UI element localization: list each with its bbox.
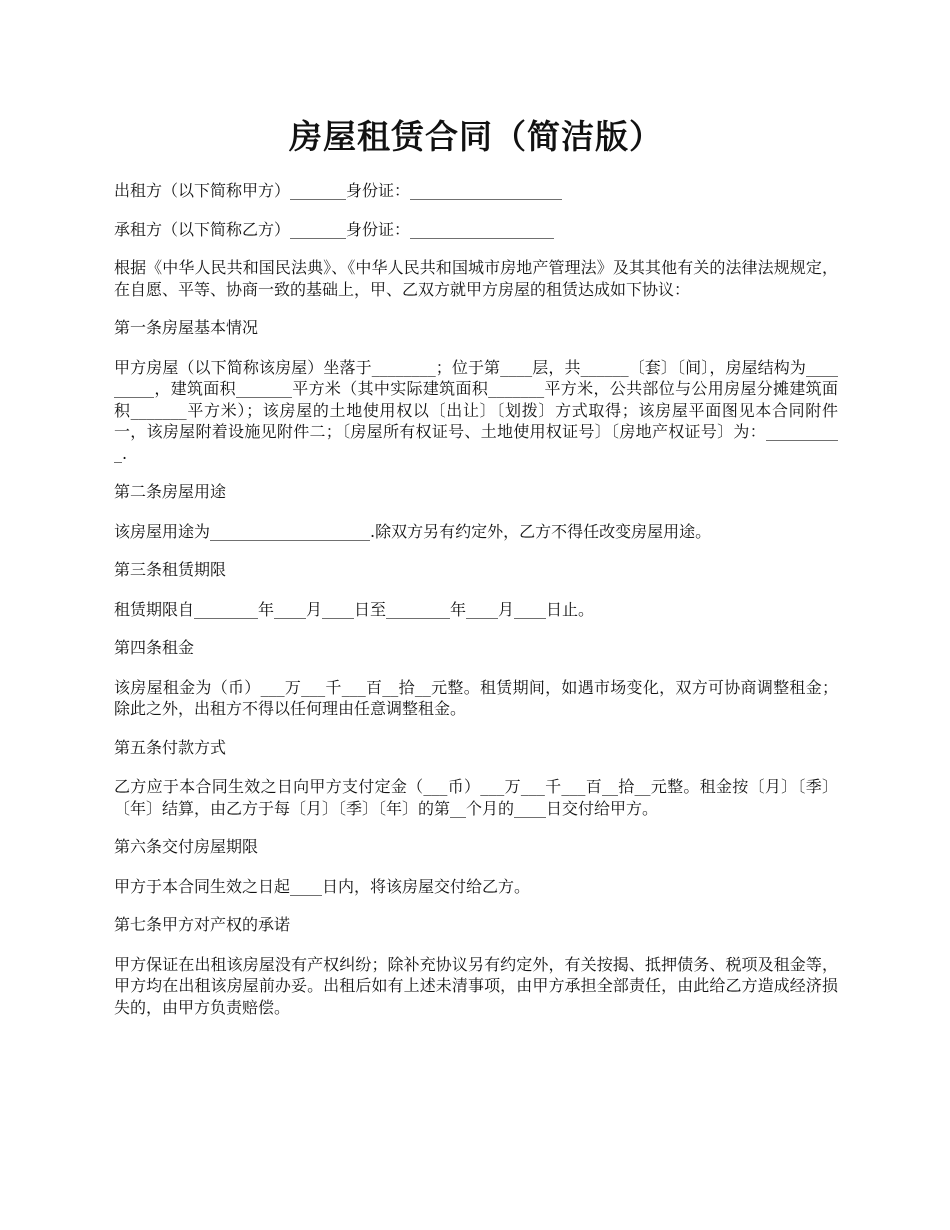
article-text: 甲方保证在出租该房屋没有产权纠纷；除补充协议另有约定外，有关按揭、抵押债务、税项及租金等，甲方均在出租该房屋前办妥。出租后如有上述未清事项，由甲方承担全部责任，由此给乙方造成经济损失的，由甲方负责赔偿。 [114,954,838,1017]
article-heading: 第二条房屋用途 [114,482,227,501]
article-heading: 第三条租赁期限 [114,560,227,579]
article-heading: 第七条甲方对产权的承诺 [114,915,291,934]
lessor-line: 出租方（以下简称甲方）_______身份证：___________________ [114,181,563,200]
lessee-line: 承租方（以下简称乙方）_______身份证：__________________ [114,219,555,239]
article-heading: 第一条房屋基本情况 [114,318,259,337]
document-title: 房屋租赁合同（简洁版） [289,117,663,156]
article-heading: 第五条付款方式 [114,737,227,757]
article-heading: 第六条交付房屋期限 [114,837,259,856]
article-text: 甲方房屋（以下简称该房屋）坐落于________；位于第____层，共______〔套〕〔间〕，房屋结构为_________，建筑面积_______平方米（其中实际建筑面积_______平方米，公共部位与公用房屋分摊建筑面积_______平方米）；该房屋的土地使用权以〔出让〕〔划拨〕方式取得；该房屋平面图见本合同附件一，该房屋附着设施见附件二；〔房屋所有权证号、土地使用权证号〕〔房地产权证号〕为：__________. [114,357,838,463]
document-page [114,0,838,1035]
article-heading: 第四条租金 [114,638,195,657]
document-body [114,180,838,1018]
article-text: 该房屋用途为____________________.除双方另有约定外，乙方不得任改变房屋用途。 [114,521,712,541]
article-text: 甲方于本合同生效之日起____日内，将该房屋交付给乙方。 [114,876,531,896]
article-text: 乙方应于本合同生效之日向甲方支付定金（___币）___万___千___百__拾__元整。租金按〔月〕〔季〕〔年〕结算，由乙方于每〔月〕〔季〕〔年〕的第__个月的____日交付给甲方。 [114,777,838,818]
article-text: 该房屋租金为（币）___万___千___百__拾__元整。租赁期间，如遇市场变化，双方可协商调整租金；除此之外，出租方不得以任何理由任意调整租金。 [114,677,838,718]
article-text: 租赁期限自________年____月____日至________年____月____日止。 [114,599,595,619]
preamble-paragraph: 根据《中华人民共和国民法典》、《中华人民共和国城市房地产管理法》及其其他有关的法律法规规定，在自愿、平等、协商一致的基础上，甲、乙双方就甲方房屋的租赁达成如下协议： [114,258,838,299]
